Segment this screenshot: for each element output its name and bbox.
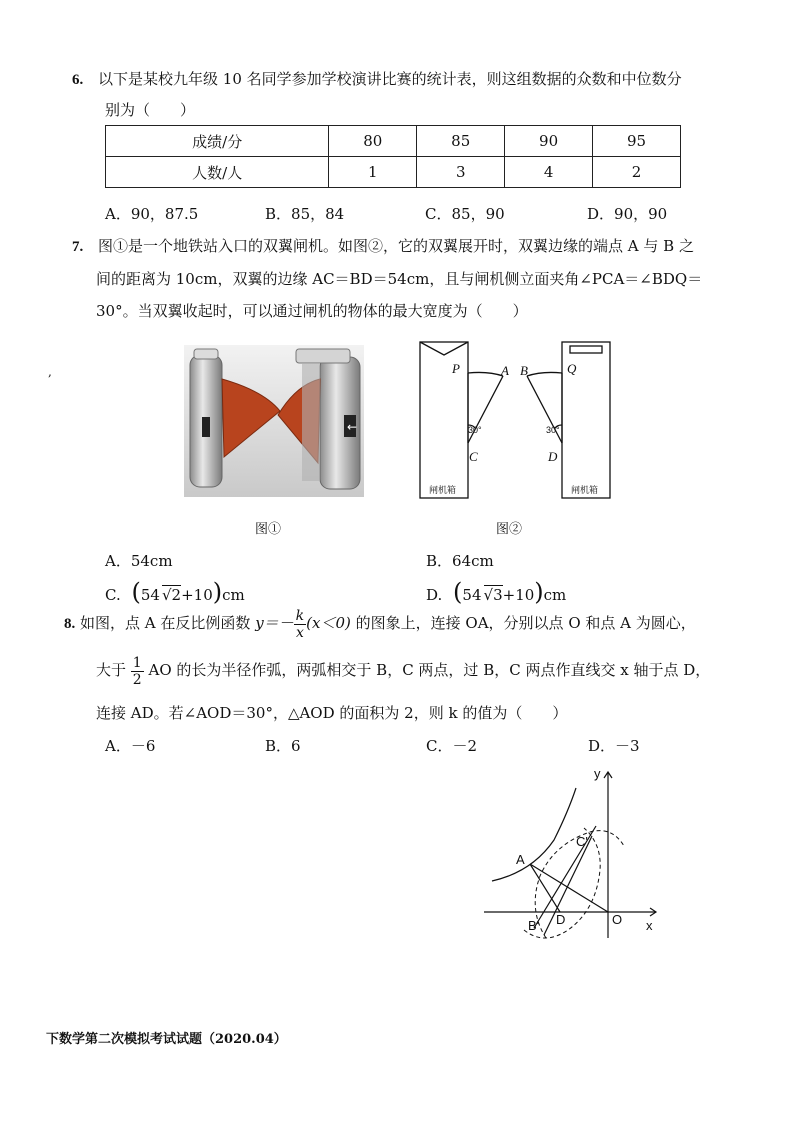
q8-line2	[96, 650, 710, 690]
stray-mark: ,	[48, 365, 52, 379]
func-condition: (x＜0)	[306, 614, 351, 632]
page-footer: 下数学第二次模拟考试试题（2020.04）	[46, 1032, 287, 1047]
turnstile-photo	[184, 345, 364, 497]
point-c-label: C'	[576, 834, 588, 849]
q8-line3: 连接 AD。若∠AOD＝30°，△AOD 的面积为 2，则 k 的值为（ ）	[96, 704, 568, 722]
label-c: C	[469, 449, 478, 464]
table-cell: 2	[593, 157, 681, 188]
q7-option-a[interactable]: A．54cm	[105, 552, 173, 570]
option-c-unit: cm	[222, 586, 245, 604]
q6-line1	[72, 62, 682, 97]
point-a-label: A	[516, 852, 525, 867]
figure-1-caption: 图①	[255, 522, 282, 537]
q7-line3: 30°。当双翼收起时，可以通过闸机的物体的最大宽度为（ ）	[96, 302, 528, 320]
table-cell: 1	[329, 157, 417, 188]
table-cell: 80	[329, 126, 417, 157]
q6-option-c[interactable]: C．85，90	[425, 205, 505, 223]
option-d-rest: +10	[502, 586, 535, 604]
func-fraction: $\frac{k}{x}$	[295, 607, 305, 641]
q6-line2: 别为（ ）	[105, 101, 196, 119]
option-c-coef: 54	[140, 586, 160, 604]
axis-x-label: x	[646, 918, 653, 933]
label-a: A	[501, 363, 509, 378]
option-c-rest: +10	[181, 586, 213, 604]
option-d-label: D.	[426, 586, 443, 604]
q7-stem: 图①是一个地铁站入口的双翼闸机。如图②，它的双翼展开时，双翼边缘的端点 A 与 B 之	[98, 237, 694, 255]
q6-option-d[interactable]: D．90，90	[587, 205, 668, 223]
q8-stem-d: AO 的长为半径作弧，两弧相交于 B，C 两点，过 B，C 两点作直线交 x 轴于点 D，	[148, 661, 711, 679]
table-cell: 90	[505, 126, 593, 157]
axis-y-label: y	[594, 766, 601, 781]
option-d-radicand: 3	[493, 586, 503, 604]
q8-option-a[interactable]: A．－6	[105, 737, 156, 755]
table-row	[106, 126, 681, 157]
table-row	[106, 157, 681, 188]
q7-line1	[72, 229, 694, 264]
gate-diagram	[412, 337, 617, 502]
svg-text:←: ←	[347, 420, 358, 434]
q8-graph	[484, 760, 668, 940]
q6-number: 6.	[72, 72, 84, 88]
q8-option-d[interactable]: D．－3	[588, 737, 640, 755]
figure-2-caption: 图②	[496, 522, 523, 537]
q8-number: 8.	[64, 616, 76, 632]
q8-stem-a: 如图，点 A 在反比例函数	[80, 614, 251, 632]
func-y: y＝－	[255, 614, 294, 632]
q6-option-a[interactable]: A．90，87.5	[105, 205, 199, 223]
q8-stem-c: 大于	[96, 661, 127, 679]
point-o-label: O	[612, 912, 623, 927]
angle-label-right: 30°	[546, 425, 560, 435]
box-label-left: 闸机箱	[429, 485, 457, 495]
angle-label-left: 30°	[468, 425, 482, 435]
q8-stem-b: 的图象上，连接 OA，分别以点 O 和点 A 为圆心，	[355, 614, 696, 632]
table-cell: 95	[593, 126, 681, 157]
option-c-label: C.	[105, 586, 121, 604]
q8-line1	[64, 603, 696, 644]
point-d-label: D	[556, 912, 566, 927]
label-d: D	[548, 449, 558, 464]
option-d-unit: cm	[543, 586, 567, 604]
box-label-right: 闸机箱	[571, 485, 599, 495]
point-b-label: B'	[528, 918, 540, 933]
q7-option-c[interactable]: C. (54 √2+10)cm	[105, 578, 245, 606]
label-q: Q	[567, 361, 577, 376]
table-cell: 3	[417, 157, 505, 188]
q8-option-c[interactable]: C．－2	[426, 737, 478, 755]
option-d-coef: 54	[462, 586, 482, 604]
half-fraction: $\frac{1}{2}$	[132, 654, 142, 688]
q7-line2: 间的距离为 10cm，双翼的边缘 AC＝BD＝54cm，且与闸机侧立面夹角∠PCA＝∠BDQ＝	[96, 270, 703, 288]
option-c-radicand: 2	[171, 586, 182, 604]
q7-number: 7.	[72, 239, 84, 255]
table-cell: 4	[505, 157, 593, 188]
q8-option-b[interactable]: B．6	[265, 737, 301, 755]
q7-option-b[interactable]: B．64cm	[426, 552, 494, 570]
table-cell: 人数/人	[106, 157, 329, 188]
table-cell: 成绩/分	[106, 126, 329, 157]
label-b: B	[520, 363, 528, 378]
label-p: P	[452, 361, 460, 376]
table-cell: 85	[417, 126, 505, 157]
q6-stats-table	[105, 125, 681, 188]
q6-option-b[interactable]: B．85，84	[265, 205, 345, 223]
q7-option-d[interactable]: D. (54 √3+10)cm	[426, 578, 567, 606]
q6-stem: 以下是某校九年级 10 名同学参加学校演讲比赛的统计表，则这组数据的众数和中位数分	[98, 70, 682, 88]
